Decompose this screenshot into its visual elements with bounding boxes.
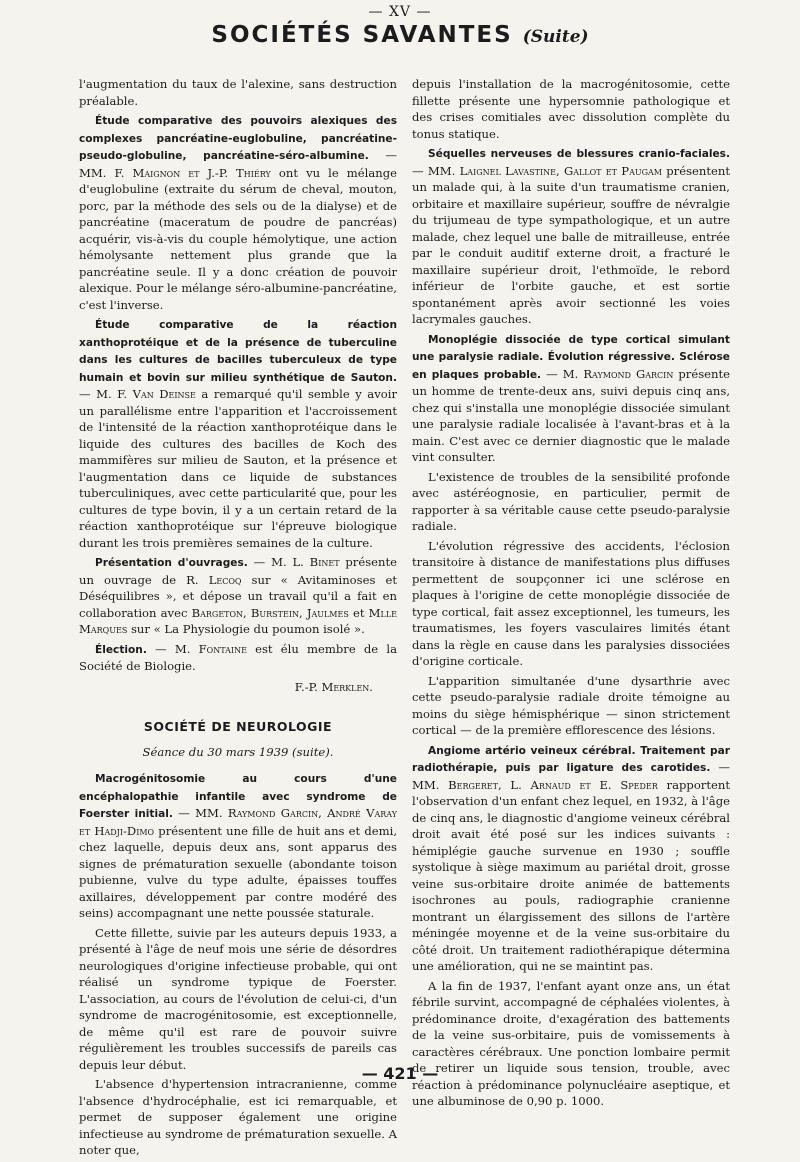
- entry-heading: Élection.: [95, 643, 147, 656]
- entry-authors: — MM. Bergeret, L. Arnaud et E. Speder: [412, 760, 730, 792]
- entry-authors: — M. F. Van Deinse: [79, 387, 196, 401]
- entry-authors: — MM. Raymond Garcin, André Varay et Hadji-Dimo: [79, 806, 397, 838]
- entry-text: présente un ouvrage de R.: [79, 555, 398, 587]
- entry-text: présente un homme de trente-deux ans, suivi depuis cinq ans, chez qui s'installa une monoplégie dissociée simulant une paralysie radiale localisée à l'avant-bras et à la main. C'est avec ce dernier diagnostic que le malade vint consulter.: [412, 366, 731, 464]
- section-subtitle: Séance du 30 mars 1939 (suite).: [142, 744, 334, 759]
- paragraph: [412, 742, 730, 975]
- paragraph: A la fin de 1937, l'enfant ayant onze ans, un état fébrile survint, accompagné de céphalées violentes, à prédominance droite, d'exagération des battements de la veine sus-orbitaire, puis de vomissements à caractères cérébraux. Une ponction lombaire permit de retirer un liquide sous tension, trouble, avec réaction à prédominance polynucléaire aseptique, et une albuminose de 0,90 p. 1000.: [412, 978, 730, 1108]
- entry-text: est élu membre de la Société de Biologie.: [79, 641, 397, 673]
- paragraph: Cette fillette, suivie par les auteurs depuis 1933, a présenté à l'âge de neuf mois une série de désordres neurologiques d'origine infectieuse probable, qui ont réalisé un syndrome typique de Foerster. L'association, au cours de l'évolution de celui-ci, d'un syndrome de macrogénitosomie, est exceptionnelle, de même qu'il est rare de pouvoir suivre régulièrement les troubles successifs de pareils cas depuis leur début.: [79, 925, 397, 1072]
- entry-heading: Étude comparative des pouvoirs alexiques des complexes pancréatine-euglobuline, pancréatine-pseudo-globuline, pancréatine-séro-albumine.: [79, 115, 397, 162]
- entry-authors: — M. L. Binet: [253, 555, 340, 569]
- entry-text: ont vu le mélange d'euglobuline (extraite du sérum de cheval, mouton, porc, par la méthode des sels ou de la dialyse) et de pancréatine (maceratum de poudre de pancréas) acquérir, vis-à-vis du couple hémolytique, une action hémolysante nettement plus grande que la pancréatine seule. Il y a donc création de pouvoir alexique. Pour le mélange séro-albumine-pancréatine, c'est l'inverse.: [79, 165, 397, 312]
- entry-heading: Séquelles nerveuses de blessures cranio-faciales.: [428, 148, 730, 160]
- entry-authors: — M. Fontaine: [155, 641, 247, 656]
- paragraph: L'absence d'hypertension intracranienne, comme l'absence d'hydrocéphalie, est ici remarquable, et permet de supposer également une origine infectieuse au syndrome de prématuration sexuelle. A noter que,: [79, 1077, 398, 1157]
- paragraph: [79, 554, 397, 638]
- left-column: [79, 76, 397, 1162]
- entry-authors: — MM. F. Maignon et J.-P. Thiéry: [79, 148, 397, 180]
- entry-heading: Étude comparative de la réaction xanthoprotéique et de la présence de tuberculine dans les cultures de bacilles tuberculeux de type humain et bovin sur milieu synthétique de Sauton.: [79, 319, 397, 384]
- paragraph: [79, 770, 397, 922]
- entry-authors: — M. Raymond Garcin: [546, 366, 674, 381]
- paragraph: depuis l'installation de la macrogénitosomie, cette fillette présente une hypersomnie pathologique et des crises comitiales avec dissolution complète du tonus statique.: [412, 77, 730, 141]
- paragraph: l'augmentation du taux de l'alexine, sans destruction préalable.: [79, 77, 397, 108]
- entry-name: Bargeton, Burstein, Jaulmes: [191, 605, 349, 620]
- paragraph: [79, 641, 397, 675]
- paragraph: L'existence de troubles de la sensibilité profonde avec astéréognosie, en particulier, permit de rapporter à sa véritable cause cette pseudo-paralysie radiale.: [412, 469, 730, 533]
- title-text: SOCIÉTÉS SAVANTES: [211, 22, 513, 48]
- entry-name: Lecoq: [208, 572, 242, 587]
- entry-text: rapportent l'observation d'un enfant chez lequel, en 1932, à l'âge de cinq ans, le diagnostic d'angiome veineux cérébral droit avait été posé sur les indices suivants : hémiplégie gauche survenue en 1930 ; souffle systolique à siège maximum au pariétal droit, grosse veine sus-orbitaire droite animée de battements isochrones au pouls, radiographie cranienne montrant un élargissement des sillons de l'artère méningée moyenne et de la veine sus-orbitaire du côté droit. Un traitement radiothérapique détermina une amélioration, qui ne se maintint pas.: [412, 777, 730, 973]
- paragraph: [79, 112, 397, 313]
- entry-text: et: [352, 605, 365, 620]
- paragraph: [412, 331, 730, 466]
- entry-heading: Monoplégie dissociée de type cortical simulant une paralysie radiale. Évolution régressive. Sclérose en plaques probable.: [412, 333, 730, 381]
- roman-page-number: — XV —: [368, 4, 432, 20]
- entry-heading: Macrogénitosomie au cours d'une encéphalopathie infantile avec syndrome de Foerster initial.: [79, 773, 397, 820]
- entry-text: présentent une fille de huit ans et demi, chez laquelle, depuis deux ans, sont apparus des signes de prématuration sexuelle (abondante toison pubienne, vulve du type adulte, épaisses touffes axillaires, développement par contre modéré des seins) accompagnant une nette poussée staturale.: [79, 823, 398, 920]
- signature: F.-P. Merklen.: [294, 679, 373, 694]
- section-title: SOCIÉTÉ DE NEUROLOGIE: [143, 719, 333, 734]
- entry-text: sur « Avitaminoses et Déséquilibres », et dépose un travail qu'il a fait en collaboration avec: [79, 572, 397, 620]
- paragraph: L'apparition simultanée d'une dysarthrie avec cette pseudo-paralysie radiale droite témoigne au moins du siège hémisphérique — sinon strictement cortical — de la première efflorescence des lésions.: [412, 673, 730, 737]
- page-title: [0, 22, 800, 48]
- entry-heading: Présentation d'ouvrages.: [95, 557, 248, 569]
- entry-text: présentent un malade qui, à la suite d'un traumatisme cranien, orbitaire et maxillaire supérieur, souffre de névralgie du trijumeau de type sympathologique, et un autre malade, chez lequel une balle de mitrailleuse, entrée par le conduit auditif externe droit, a fracturé le maxillaire supérieur droit, l'ethmoïde, le rebord inférieur de l'orbite gauche, et est sortie spontanément après avoir sectionné les voies lacrymales gauches.: [412, 163, 730, 326]
- paragraph: [79, 316, 397, 551]
- entry-authors: — MM. Laignel Lavastine, Gallot et Paugam: [412, 163, 662, 178]
- entry-heading: Angiome artério veineux cérébral. Traitement par radiothérapie, puis par ligature des carotides.: [412, 744, 730, 774]
- title-suite: (Suite): [522, 27, 589, 47]
- paragraph: [412, 145, 730, 328]
- page-number: — 421 —: [361, 1064, 439, 1083]
- right-column: [412, 76, 730, 1113]
- entry-name: Mlle Marques: [79, 605, 398, 636]
- paragraph: L'évolution régressive des accidents, l'éclosion transitoire à distance de manifestations plus diffuses permettent de soupçonner ici une sclérose en plaques à l'origine de cette monoplégie dissociée de type cortical, fait assez exceptionnel, les tumeurs, les traumatismes, les foyers vasculaires limités étant dans la règle en cause dans les paralysies dissociées d'origine corticale.: [412, 538, 730, 668]
- entry-text: sur « La Physiologie du poumon isolé ».: [130, 622, 365, 636]
- entry-text: a remarqué qu'il semble y avoir un parallélisme entre l'apparition et l'accroissement de l'intensité de la réaction xanthoprotéique dans le liquide des cultures des bacilles de Koch des mammifères sur milieu de Sauton, et la présence et l'augmentation dans ce liquide de substances tuberculiniques, avec cette particularité que, pour les cultures de type bovin, il y a un certain retard de la réaction xanthoprotéique sur l'épreuve biologique durant les trois premières semaines de la culture.: [79, 387, 397, 550]
